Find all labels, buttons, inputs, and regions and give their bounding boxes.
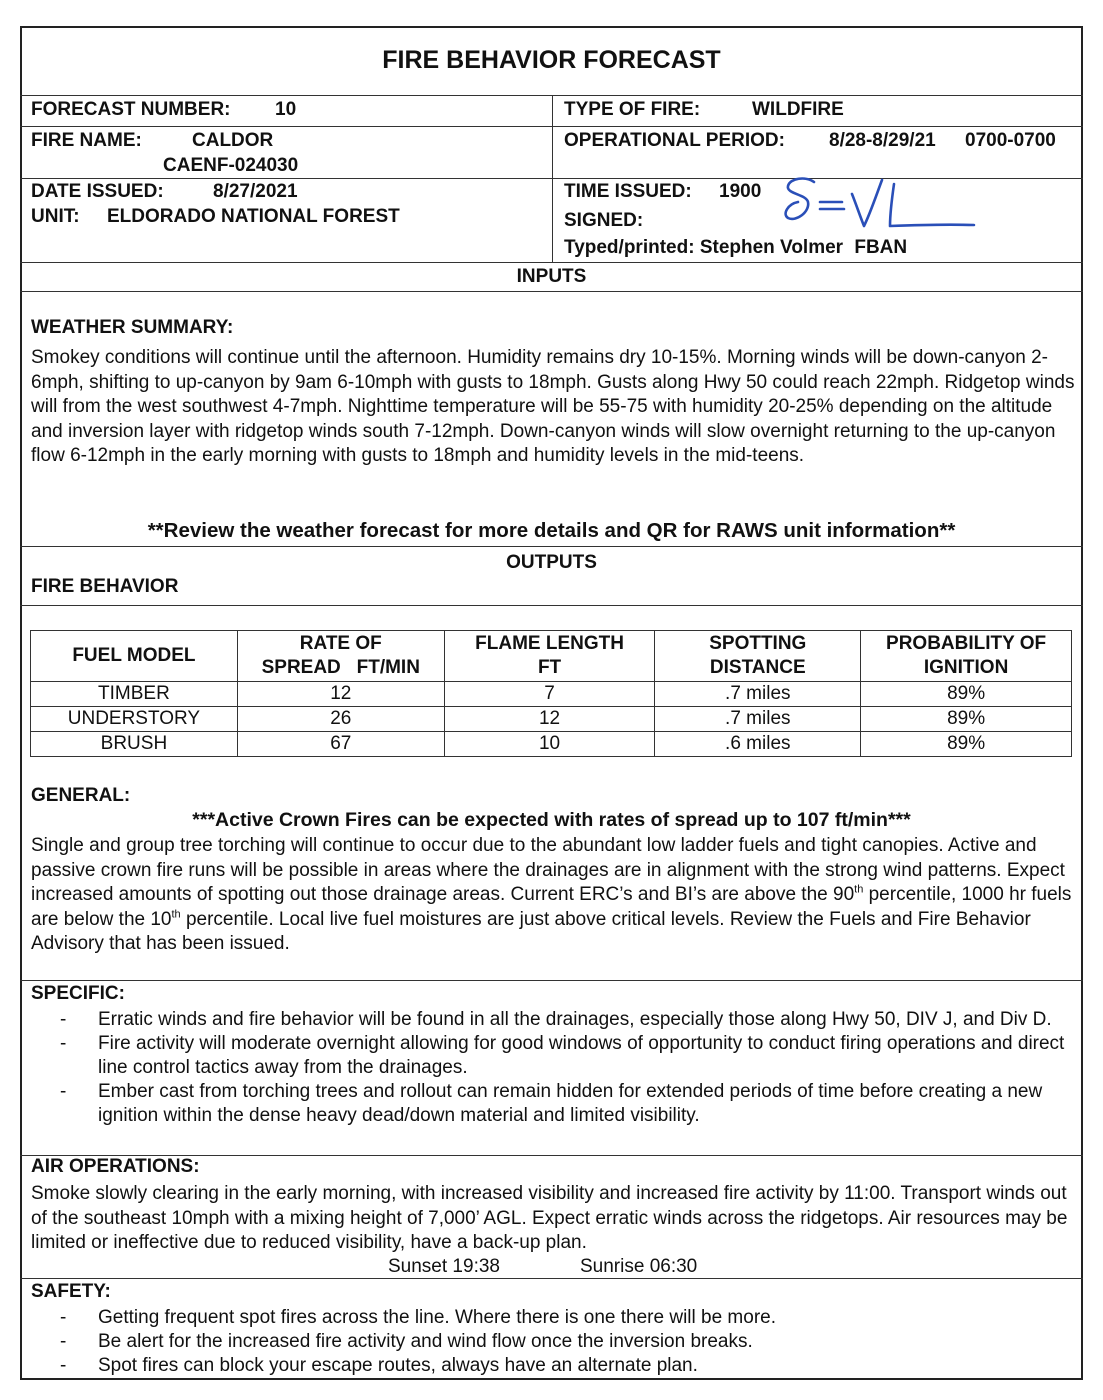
time-issued-label: TIME ISSUED: (564, 181, 692, 202)
rate-of-spread-cell: 12 (237, 682, 444, 707)
forecast-number: 10 (275, 99, 297, 120)
fuel-model-cell: TIMBER (31, 682, 238, 707)
fuel-model-cell: BRUSH (31, 732, 238, 757)
flame-length-cell: 7 (444, 682, 655, 707)
list-item: - Be alert for the increased fire activity and wind flow once the inversion breaks. (60, 1331, 753, 1352)
divider (20, 1278, 1083, 1279)
divider (20, 291, 1083, 292)
specific-heading: SPECIFIC: (31, 983, 125, 1004)
divider (20, 605, 1083, 606)
table-row (31, 732, 1072, 757)
safety-list (60, 1306, 1075, 1378)
operational-period-label: OPERATIONAL PERIOD: (564, 130, 785, 151)
typed-label: Typed/printed: (564, 237, 695, 258)
list-item: - Spot fires can block your escape routes, always have an alternate plan. (60, 1355, 698, 1376)
list-item: - Getting frequent spot fires across the line. Where there is one there will be more. (60, 1307, 776, 1328)
type-of-fire-label: TYPE OF FIRE: (564, 99, 701, 120)
unit: ELDORADO NATIONAL FOREST (107, 206, 400, 227)
type-of-fire: WILDFIRE (752, 99, 844, 120)
weather-summary-heading: WEATHER SUMMARY: (31, 317, 234, 338)
list-item: - Erratic winds and fire behavior will be found in all the drainages, especially those along Hwy 50, DIV J, and Div D. (60, 1009, 1052, 1030)
weather-summary-text: Smokey conditions will continue until the afternoon. Humidity remains dry 10-15%. Morning winds will be down-canyon 2-6mph, shifting to up-canyon by 9am 6-10mph with gusts to 18mph. Gusts along Hwy 50 could reach 22mph. Ridgetop winds will from the west southwest 4-7mph. Nighttime temperature will be 55-75 with humidity 20-25% depending on the altitude and inversion layer with ridgetop winds south 7-12mph. Down-canyon winds will slow overnight returning to the up-canyon flow 6-12mph in the early morning with gusts to 18mph and humidity levels in the mid-teens. (31, 347, 1075, 467)
general-heading: GENERAL: (31, 785, 131, 806)
safety-heading: SAFETY: (31, 1281, 111, 1302)
sunset-time: Sunset 19:38 (388, 1256, 500, 1277)
fire-name: CALDOR (192, 130, 274, 151)
typed-printed (564, 237, 907, 259)
divider (20, 262, 1083, 263)
operational-period: 8/28-8/29/21 (829, 130, 936, 151)
flame-length-cell: 10 (444, 732, 655, 757)
forecast-number-label: FORECAST NUMBER: (31, 99, 231, 120)
divider (20, 546, 1083, 547)
table-row (31, 707, 1072, 732)
rate-of-spread-cell: 26 (237, 707, 444, 732)
col-header-probability-of-ignition: PROBABILITY OF IGNITION (861, 631, 1072, 682)
probability-of-ignition-cell: 89% (861, 682, 1072, 707)
spotting-distance-cell: .7 miles (655, 707, 861, 732)
signature (776, 172, 981, 234)
time-issued: 1900 (719, 181, 762, 202)
fire-name-label: FIRE NAME: (31, 130, 142, 151)
fuel-model-cell: UNDERSTORY (31, 707, 238, 732)
date-issued-label: DATE ISSUED: (31, 181, 164, 202)
page-title: FIRE BEHAVIOR FORECAST (382, 46, 721, 74)
typed-role: FBAN (854, 237, 908, 258)
general-highlight: ***Active Crown Fires can be expected with rates of spread up to 107 ft/min*** (192, 809, 911, 831)
specific-list (60, 1008, 1075, 1128)
spotting-distance-cell: .7 miles (655, 682, 861, 707)
general-text: Single and group tree torching will continue to occur due to the abundant low ladder fuels and tight canopies. Active and passive crown fire runs will be possible in areas where the drainages are in alignment with the strong wind patterns. Expect increased amounts of spotting out those drainage areas. Current ERC’s and BI’s are above the 90th percentile, 1000 hr fuels are below the 10th percentile. Local live fuel moistures are just above critical levels. Review the Fuels and Fire Behavior Advisory that has been issued. (31, 835, 1072, 955)
divider (20, 980, 1083, 981)
table-row (31, 682, 1072, 707)
typed-name: Stephen Volmer (699, 237, 844, 258)
list-item: - Ember cast from torching trees and rollout can remain hidden for extended periods of time before creating a new ignition within the dense heavy dead/down material and limited visibility. (60, 1081, 1043, 1126)
spotting-distance-cell: .6 miles (655, 732, 861, 757)
probability-of-ignition-cell: 89% (861, 707, 1072, 732)
flame-length-cell: 12 (444, 707, 655, 732)
air-operations-heading: AIR OPERATIONS: (31, 1156, 200, 1177)
list-item: - Fire activity will moderate overnight allowing for good windows of opportunity to conduct firing operations and direct line control tactics away from the drainages. (60, 1033, 1065, 1078)
review-note: **Review the weather forecast for more details and QR for RAWS unit information** (147, 519, 956, 542)
outputs-heading: OUTPUTS (506, 552, 597, 573)
col-header-rate-of-spread: RATE OF SPREAD FT/MIN (237, 631, 444, 682)
air-operations-text: Smoke slowly clearing in the early morning, with increased visibility and increased fire activity by 11:00. Transport winds out of the southeast 10mph with a mixing height of 7,000’ AGL. Expect erratic winds across the ridgetops. Air resources may be limited or ineffective due to reduced visibility, have a back-up plan. (31, 1183, 1068, 1254)
fire-id: CAENF-024030 (163, 155, 299, 176)
unit-label: UNIT: (31, 206, 80, 227)
rate-of-spread-cell: 67 (237, 732, 444, 757)
col-header-fuel-model: FUEL MODEL (31, 631, 238, 682)
fire-behavior-table (30, 630, 1072, 757)
probability-of-ignition-cell: 89% (861, 732, 1072, 757)
col-header-spotting-distance: SPOTTING DISTANCE (655, 631, 861, 682)
sunrise-time: Sunrise 06:30 (580, 1256, 698, 1277)
date-issued: 8/27/2021 (213, 181, 298, 202)
fire-behavior-heading: FIRE BEHAVIOR (31, 576, 179, 597)
table-header-row (31, 631, 1072, 682)
divider (552, 95, 553, 262)
col-header-flame-length: FLAME LENGTH FT (444, 631, 655, 682)
inputs-heading: INPUTS (516, 266, 587, 287)
signed-label: SIGNED: (564, 210, 644, 231)
operational-hours: 0700-0700 (965, 130, 1056, 151)
